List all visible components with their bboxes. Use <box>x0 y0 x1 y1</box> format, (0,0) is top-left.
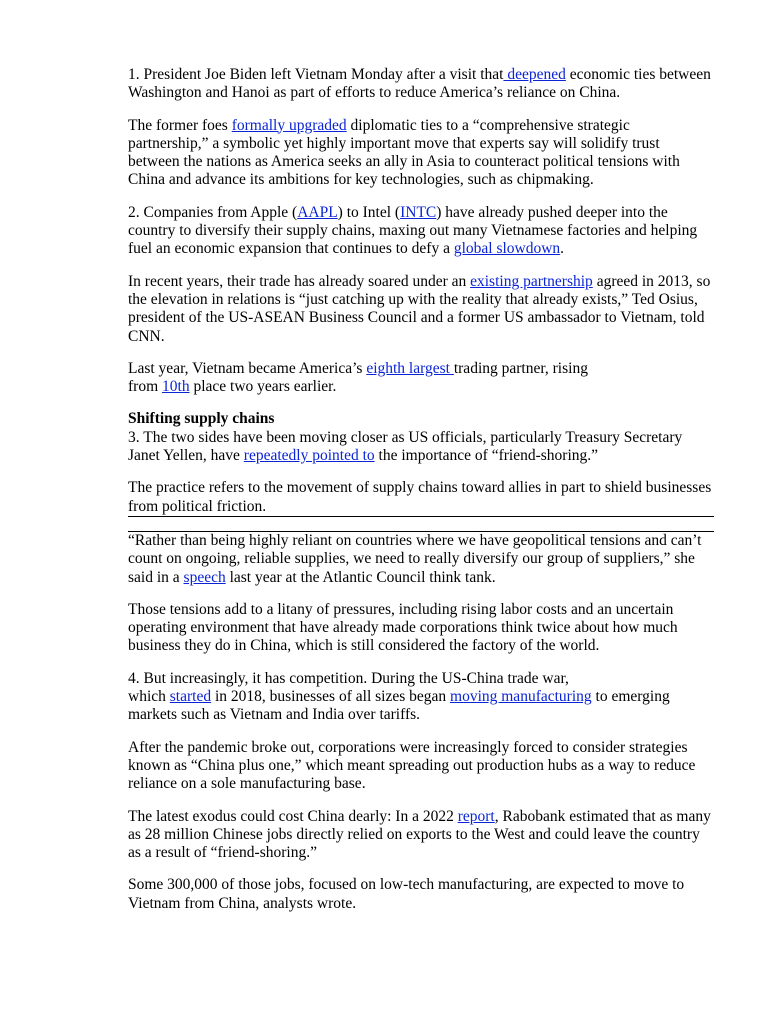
text: the importance of “friend-shoring.” <box>374 447 599 465</box>
paragraph-2 <box>128 117 714 190</box>
text: . <box>560 240 565 258</box>
text: in 2018, businesses of all sizes began <box>211 688 451 706</box>
text: Those tensions add to a litany of pressures, including rising labor costs and an uncertain operating environment that have already made corporations think twice about how much business they do in China, which is still considered the factory of the world. <box>128 600 678 655</box>
text: ) have already pushed deeper into the country to diversify their supply chains, maxing out many Vietnamese factories and helping fuel an economic expansion that continues to defy a <box>128 203 698 258</box>
link-deepened[interactable]: deepened <box>503 66 566 83</box>
paragraph-5 <box>128 360 714 397</box>
link-10th[interactable]: 10th <box>162 378 190 396</box>
text: 3. The two sides have been moving closer as US officials, particularly Treasury Secretary Janet Yellen, have <box>128 428 683 465</box>
text: 4. But increasingly, it has competition. During the US-China trade war, <box>128 669 569 687</box>
link-started[interactable]: started <box>169 688 212 706</box>
text: economic ties between Washington and Hanoi as part of efforts to reduce America’s reliance on China. <box>128 66 711 102</box>
text: The latest exodus could cost China dearly: In a 2022 <box>128 807 458 825</box>
text: In recent years, their trade has already soared under an <box>128 272 471 290</box>
paragraph-1 <box>128 66 714 103</box>
paragraph-9 <box>128 601 714 656</box>
link-speech[interactable]: speech <box>183 568 226 586</box>
text: The practice refers to the movement of supply chains toward allies in part to shield businesses from political friction. <box>128 479 712 515</box>
paragraph-6 <box>128 429 714 466</box>
text: After the pandemic broke out, corporations were increasingly forced to consider strategies known as “China plus one,” which meant spreading out production hubs as a way to reduce reliance on a sole manufacturing base. <box>128 738 696 793</box>
text: diplomatic ties to a “comprehensive strategic partnership,” a symbolic yet highly important move that experts say will solidify trust between the nations as America seeks an ally in Asia to counteract political tensions with China and advance its ambitions for key technologies, such as chipmaking. <box>128 116 680 189</box>
article-body <box>128 66 714 927</box>
text: , Rabobank estimated that as many as 28 million Chinese jobs directly relied on exports to the West and could leave the country as a result of “friend-shoring.” <box>128 807 711 862</box>
link-existing-partnership[interactable]: existing partnership <box>470 272 593 290</box>
paragraph-11 <box>128 739 714 794</box>
text: which <box>128 688 170 706</box>
text: from <box>128 378 163 396</box>
paragraph-10 <box>128 670 714 725</box>
text: place two years earlier. <box>189 378 337 396</box>
text: 2. Companies from Apple ( <box>128 203 298 221</box>
paragraph-4 <box>128 273 714 346</box>
link-repeatedly-pointed-to[interactable]: repeatedly pointed to <box>243 447 375 465</box>
section-heading: Shifting supply chains <box>128 410 275 428</box>
link-eighth-largest[interactable]: eighth largest <box>366 359 454 377</box>
text: last year at the Atlantic Council think tank. <box>225 568 496 586</box>
link-report[interactable]: report <box>457 807 495 825</box>
paragraph-8 <box>128 532 714 587</box>
text: 1. President Joe Biden left Vietnam Monday after a visit that <box>128 66 504 83</box>
link-formally-upgraded[interactable]: formally upgraded <box>231 116 347 134</box>
link-global-slowdown[interactable]: global slowdown <box>453 240 561 258</box>
paragraph-13 <box>128 876 714 913</box>
text: ) to Intel ( <box>337 203 401 221</box>
paragraph-7 <box>128 479 714 516</box>
text: trading partner, rising <box>453 359 588 377</box>
link-aapl[interactable]: AAPL <box>297 203 338 221</box>
link-moving-manufacturing[interactable]: moving manufacturing <box>450 688 592 706</box>
text: “Rather than being highly reliant on countries where we have geopolitical tensions and can’t count on ongoing, reliable supplies, we need to really diversify our group of suppliers,” she said in a <box>128 531 702 586</box>
text: Last year, Vietnam became America’s <box>128 359 367 377</box>
text: The former foes <box>128 116 232 134</box>
text: to emerging markets such as Vietnam and India over tariffs. <box>128 688 670 724</box>
link-intc[interactable]: INTC <box>400 203 437 221</box>
text: Some 300,000 of those jobs, focused on low-tech manufacturing, are expected to move to Vietnam from China, analysts wrote. <box>128 876 685 912</box>
paragraph-12 <box>128 808 714 863</box>
text: agreed in 2013, so the elevation in relations is “just catching up with the reality that already exists,” Ted Osius, president of the US-ASEAN Business Council and a former US ambassador to Vietnam, told CNN. <box>128 272 711 345</box>
paragraph-3 <box>128 204 714 259</box>
